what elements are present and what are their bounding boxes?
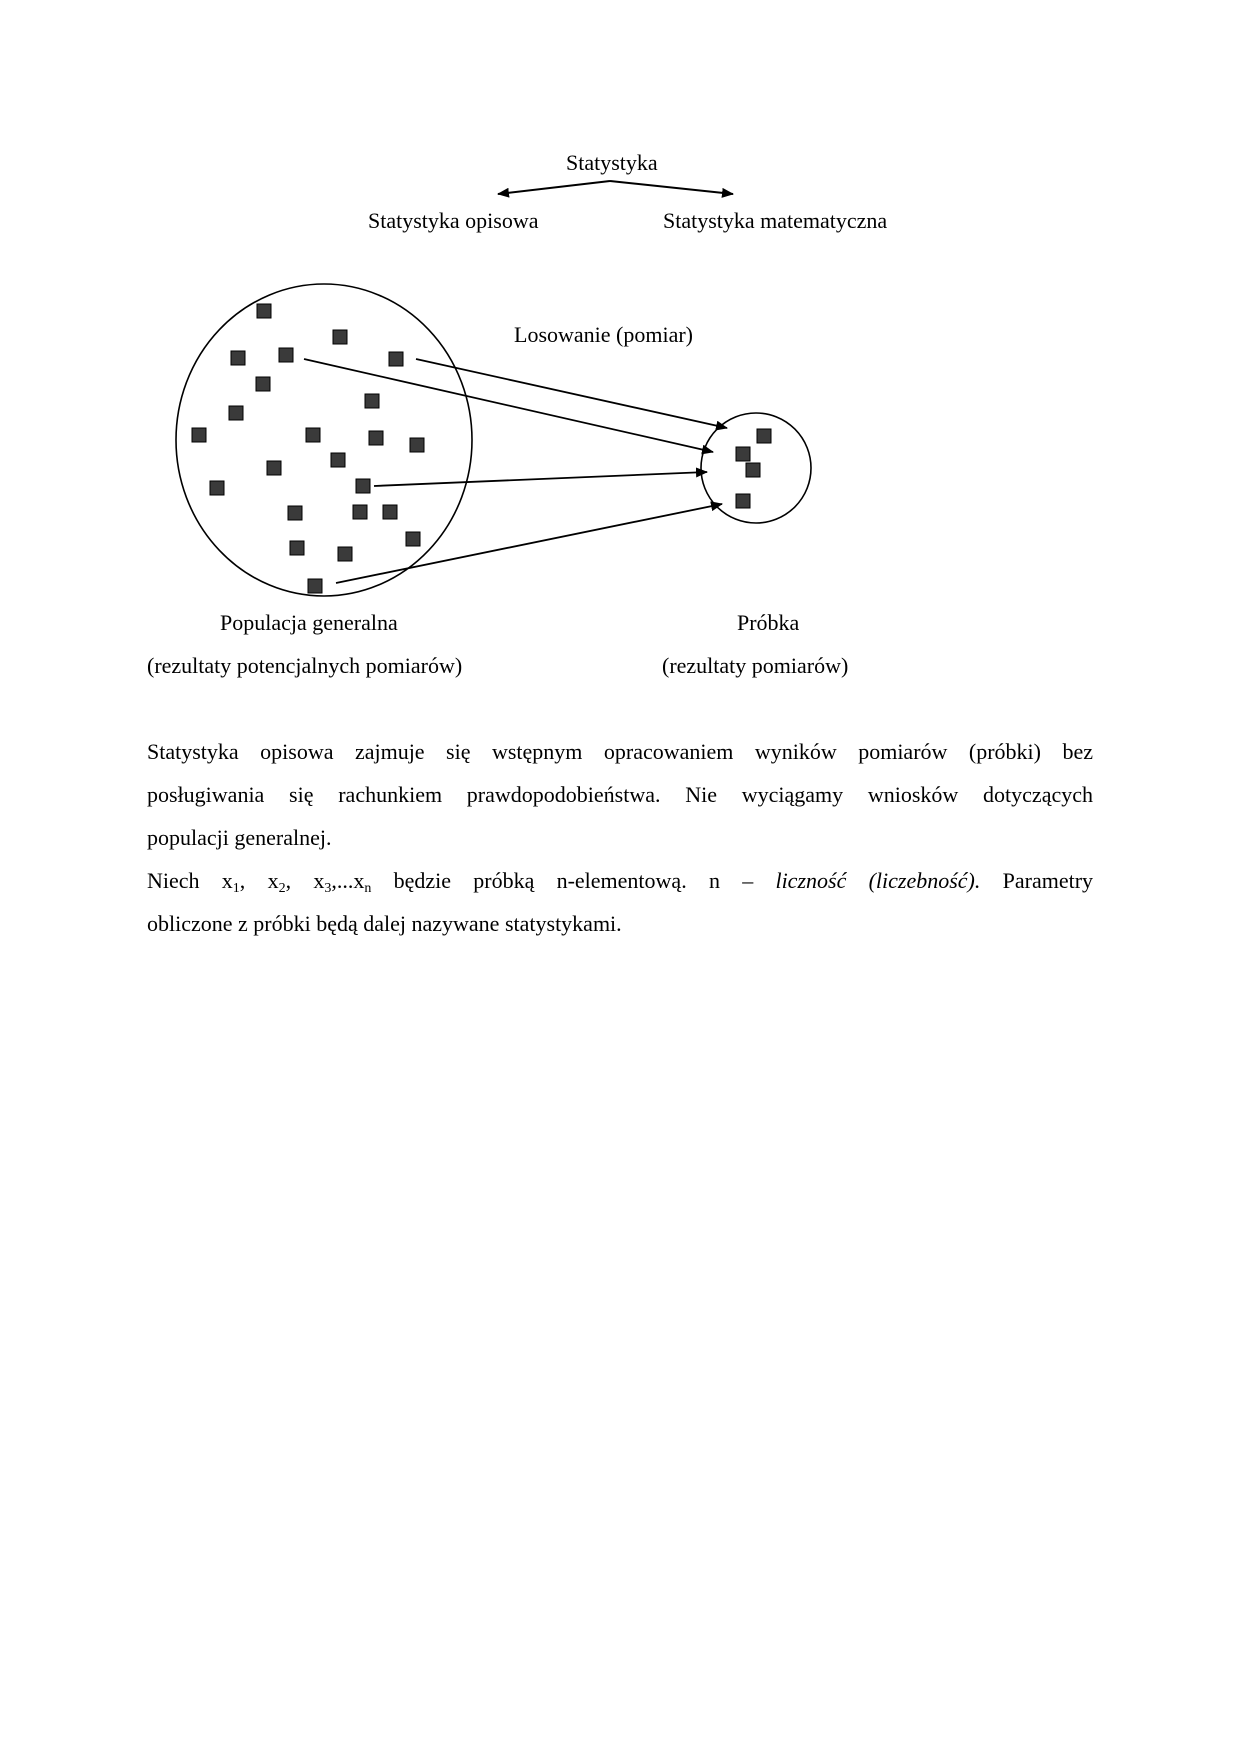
population-square <box>356 479 370 493</box>
statistics-diagram <box>0 0 1240 720</box>
text-fragment: będzie próbką n-elementową. n – <box>371 868 776 893</box>
population-square <box>410 438 424 452</box>
italic-term: liczność (liczebność). <box>775 868 981 893</box>
population-circle <box>176 284 472 596</box>
population-square <box>290 541 304 555</box>
population-square <box>231 351 245 365</box>
paragraph-line: populacji generalnej. <box>147 825 332 850</box>
body-paragraph <box>147 730 1093 945</box>
population-square <box>257 304 271 318</box>
variable-x2: x <box>267 868 279 893</box>
subscript-2: 2 <box>278 881 286 896</box>
separator: , <box>285 868 314 893</box>
population-label: Populacja generalna <box>220 610 398 635</box>
descriptive-statistics-label: Statystyka opisowa <box>368 208 539 233</box>
population-square <box>210 481 224 495</box>
paragraph-line: obliczone z próbki będą dalej nazywane statystykami. <box>147 911 622 936</box>
branch-arrow-right <box>610 181 733 194</box>
statystyka-title: Statystyka <box>566 150 658 175</box>
sampling-arrow <box>416 359 727 428</box>
sampling-arrow <box>374 472 707 486</box>
subscript-3: 3 <box>324 881 332 896</box>
separator: , <box>239 868 268 893</box>
population-sublabel: (rezultaty potencjalnych pomiarów) <box>147 653 463 678</box>
subscript-1: 1 <box>232 881 240 896</box>
text-fragment: Niech <box>147 868 222 893</box>
sampling-label: Losowanie (pomiar) <box>514 322 693 347</box>
branch-arrow-left <box>498 181 610 194</box>
sampling-arrows <box>304 359 727 583</box>
variable-xn: x <box>353 868 365 893</box>
population-square <box>256 377 270 391</box>
mathematical-statistics-label: Statystyka matematyczna <box>663 208 888 233</box>
separator: ,... <box>331 868 354 893</box>
population-square <box>389 352 403 366</box>
population-square <box>308 579 322 593</box>
population-square <box>229 406 243 420</box>
population-square <box>192 428 206 442</box>
population-squares <box>192 304 424 593</box>
population-square <box>333 330 347 344</box>
sample-sublabel: (rezultaty pomiarów) <box>662 653 849 678</box>
population-square <box>279 348 293 362</box>
population-square <box>331 453 345 467</box>
paragraph-line-notation <box>147 859 1093 902</box>
variable-x3: x <box>313 868 325 893</box>
population-square <box>406 532 420 546</box>
population-square <box>383 505 397 519</box>
population-square <box>353 505 367 519</box>
subscript-n: n <box>364 881 372 896</box>
population-square <box>365 394 379 408</box>
population-square <box>267 461 281 475</box>
sample-label: Próbka <box>737 610 800 635</box>
population-square <box>369 431 383 445</box>
sample-square <box>736 447 750 461</box>
sample-squares <box>736 429 771 508</box>
sample-square <box>746 463 760 477</box>
paragraph-line: Statystyka opisowa zajmuje się wstępnym opracowaniem wyników pomiarów (próbki) bez <box>147 739 1093 764</box>
paragraph-line: posługiwania się rachunkiem prawdopodobieństwa. Nie wyciągamy wniosków dotyczących <box>147 782 1093 807</box>
population-square <box>288 506 302 520</box>
text-fragment: Parametry <box>980 868 1094 893</box>
population-square <box>338 547 352 561</box>
sample-square <box>757 429 771 443</box>
sample-square <box>736 494 750 508</box>
population-square <box>306 428 320 442</box>
variable-x1: x <box>221 868 233 893</box>
